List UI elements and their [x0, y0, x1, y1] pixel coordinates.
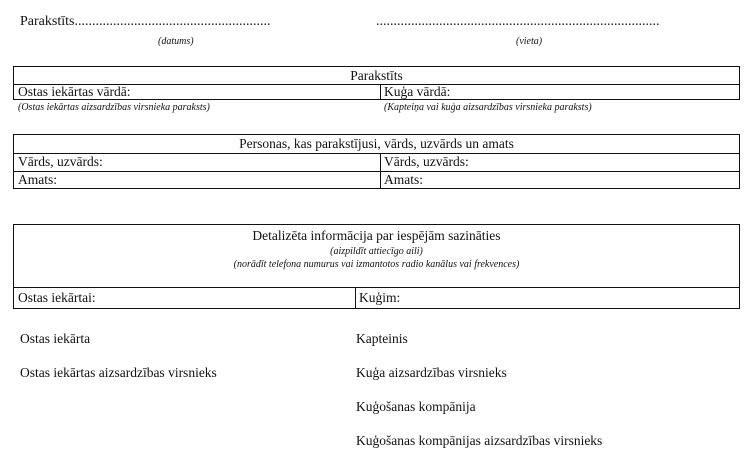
ship-position-field[interactable]: Amats: — [384, 171, 423, 187]
port-officer-signature-caption: (Ostas iekārtas aizsardzības virsnieka paraksts) — [18, 102, 210, 113]
signed-table-body-row — [14, 84, 739, 100]
contact-company: Kuģošanas kompānija — [356, 399, 476, 414]
master-signature-caption: (Kapteiņa vai kuģa aizsardzības virsnieka paraksts) — [384, 102, 592, 113]
contact-table — [13, 224, 740, 309]
contact-table-subheader-fill: (aizpildīt attiecīgo aili) — [330, 246, 423, 257]
persons-position-row — [14, 171, 739, 188]
contact-table-header: Detalizēta informācija par iespējām sazināties — [252, 228, 501, 243]
contact-port-facility-security-officer: Ostas iekārtas aizsardzības virsnieks — [20, 365, 217, 380]
persons-table-header-row — [14, 135, 739, 153]
place-dotted-line: ................................................................................. — [376, 14, 660, 29]
contact-table-body-row — [14, 287, 739, 308]
signature-label: Parakstīts — [20, 14, 75, 29]
port-position-field[interactable]: Amats: — [18, 171, 57, 187]
contact-ship-security-officer: Kuģa aizsardzības virsnieks — [356, 365, 507, 380]
port-facility-signature-field[interactable]: Ostas iekārtas vārdā: — [18, 84, 131, 99]
port-name-field[interactable]: Vārds, uzvārds: — [18, 154, 103, 169]
contact-table-subheader-numbers: (norādīt telefona numurus vai izmantotos radio kanālus vai frekvences) — [233, 259, 520, 270]
place-caption: (vieta) — [516, 36, 543, 47]
persons-table — [13, 134, 740, 189]
signature-line-left — [20, 14, 270, 30]
contact-port-facility: Ostas iekārta — [20, 331, 91, 346]
ship-contact-field[interactable]: Kuģim: — [359, 289, 401, 305]
signed-table — [13, 66, 740, 100]
ship-signature-field[interactable]: Kuģa vārdā: — [384, 84, 451, 99]
contact-company-security-officer: Kuģošanas kompānijas aizsardzības virsnieks — [356, 433, 603, 448]
persons-name-row — [14, 153, 739, 171]
date-dotted-line: ........................................................ — [74, 14, 271, 29]
port-facility-contact-field[interactable]: Ostas iekārtai: — [18, 289, 96, 305]
signed-table-header-row — [14, 67, 739, 84]
ship-name-field[interactable]: Vārds, uzvārds: — [384, 154, 469, 169]
persons-table-header: Personas, kas parakstījusi, vārds, uzvārds un amats — [239, 136, 514, 151]
date-caption: (datums) — [158, 36, 194, 47]
contact-master: Kapteinis — [356, 331, 408, 346]
signed-table-header: Parakstīts — [350, 68, 403, 83]
contact-table-header-block — [14, 225, 739, 287]
